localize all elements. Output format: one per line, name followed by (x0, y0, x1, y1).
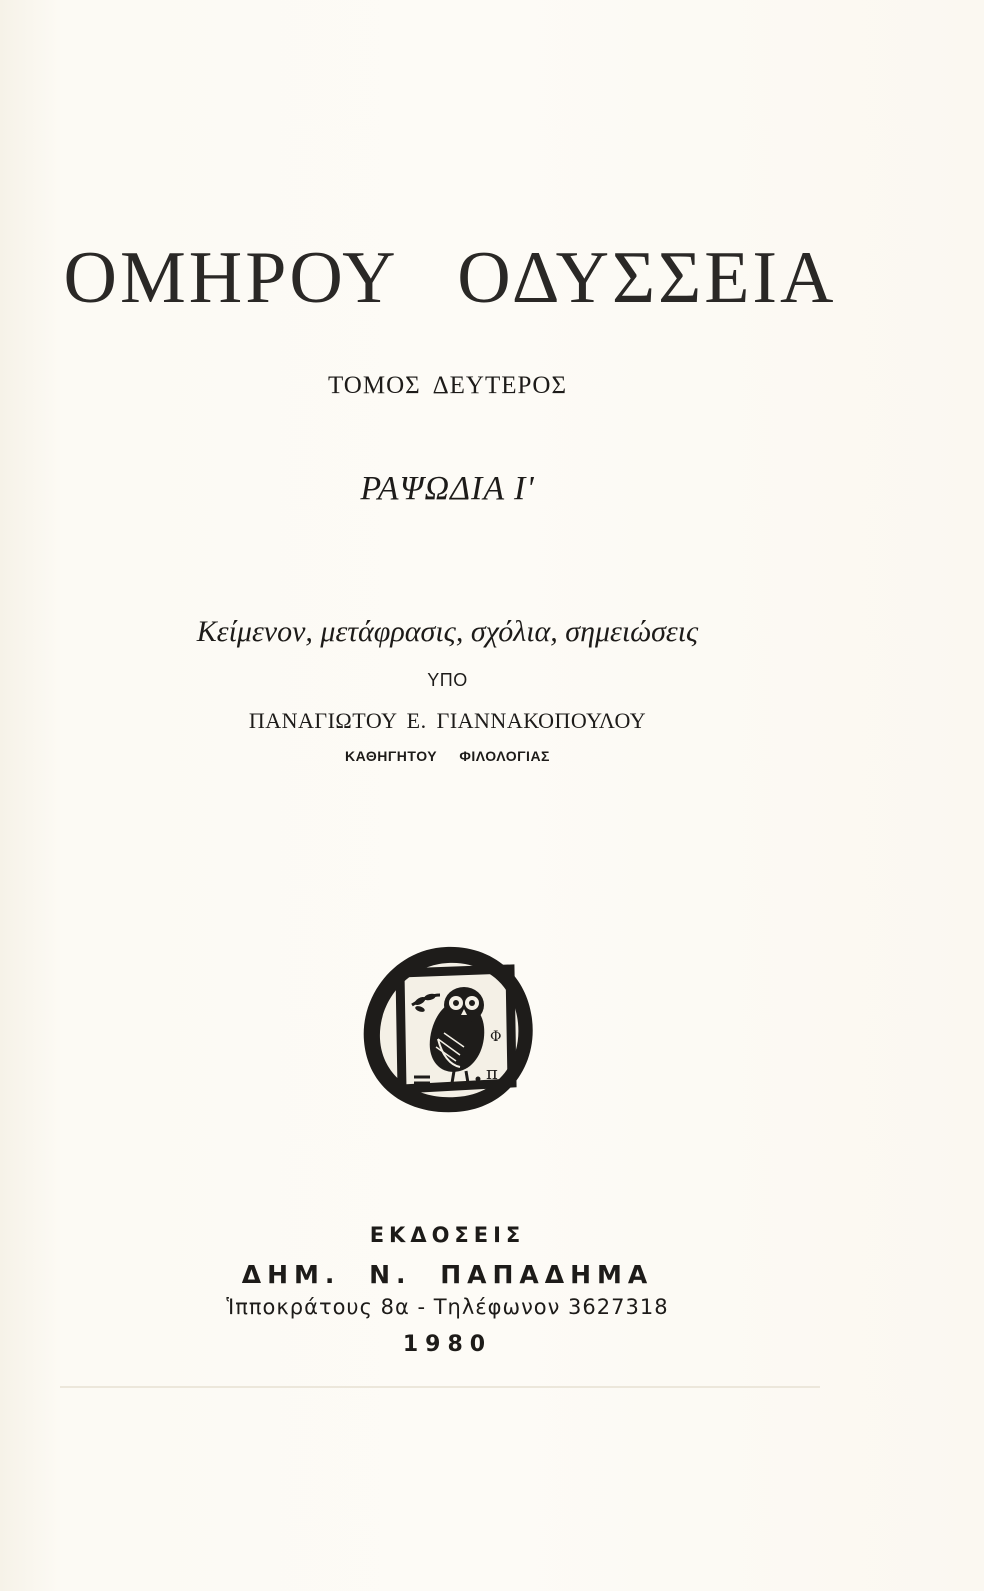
by-label: ΥΠΟ (427, 670, 468, 690)
book-title: ΟΜΗΡΟΥ ΟΔΥΣΣΕΙΑ (63, 237, 837, 319)
publisher-label: ΕΚΔΟΣΕΙΣ (369, 1223, 526, 1247)
contents-description: Κείμενον, μετάφρασις, σχόλια, σημειώσεις (196, 615, 699, 648)
publisher-name: ΔΗΜ. Ν. ΠΑΠΑΔΗΜΑ (241, 1260, 654, 1289)
author-title: ΚΑΘΗΓΗΤΟΥ ΦΙΛΟΛΟΓΙΑΣ (345, 748, 550, 764)
author-name: ΠΑΝΑΓΙΩΤΟΥ Ε. ΓΙΑΝΝΑΚΟΠΟΥΛΟΥ (248, 708, 647, 733)
rhapsody-label: ΡΑΨΩΔΙΑ Ι' (360, 470, 535, 507)
publication-year: 1980 (402, 1332, 493, 1357)
volume-label: ΤΟΜΟΣ ΔΕΥΤΕΡΟΣ (327, 372, 568, 399)
svg-text:Φ: Φ (490, 1029, 502, 1045)
athenian-owl-coin-icon (360, 943, 538, 1115)
svg-text:π: π (486, 1063, 498, 1084)
page-fold-line (60, 1386, 820, 1388)
publisher-address: Ἱπποκράτους 8α - Τηλέφωνον 3627318 (226, 1295, 669, 1319)
